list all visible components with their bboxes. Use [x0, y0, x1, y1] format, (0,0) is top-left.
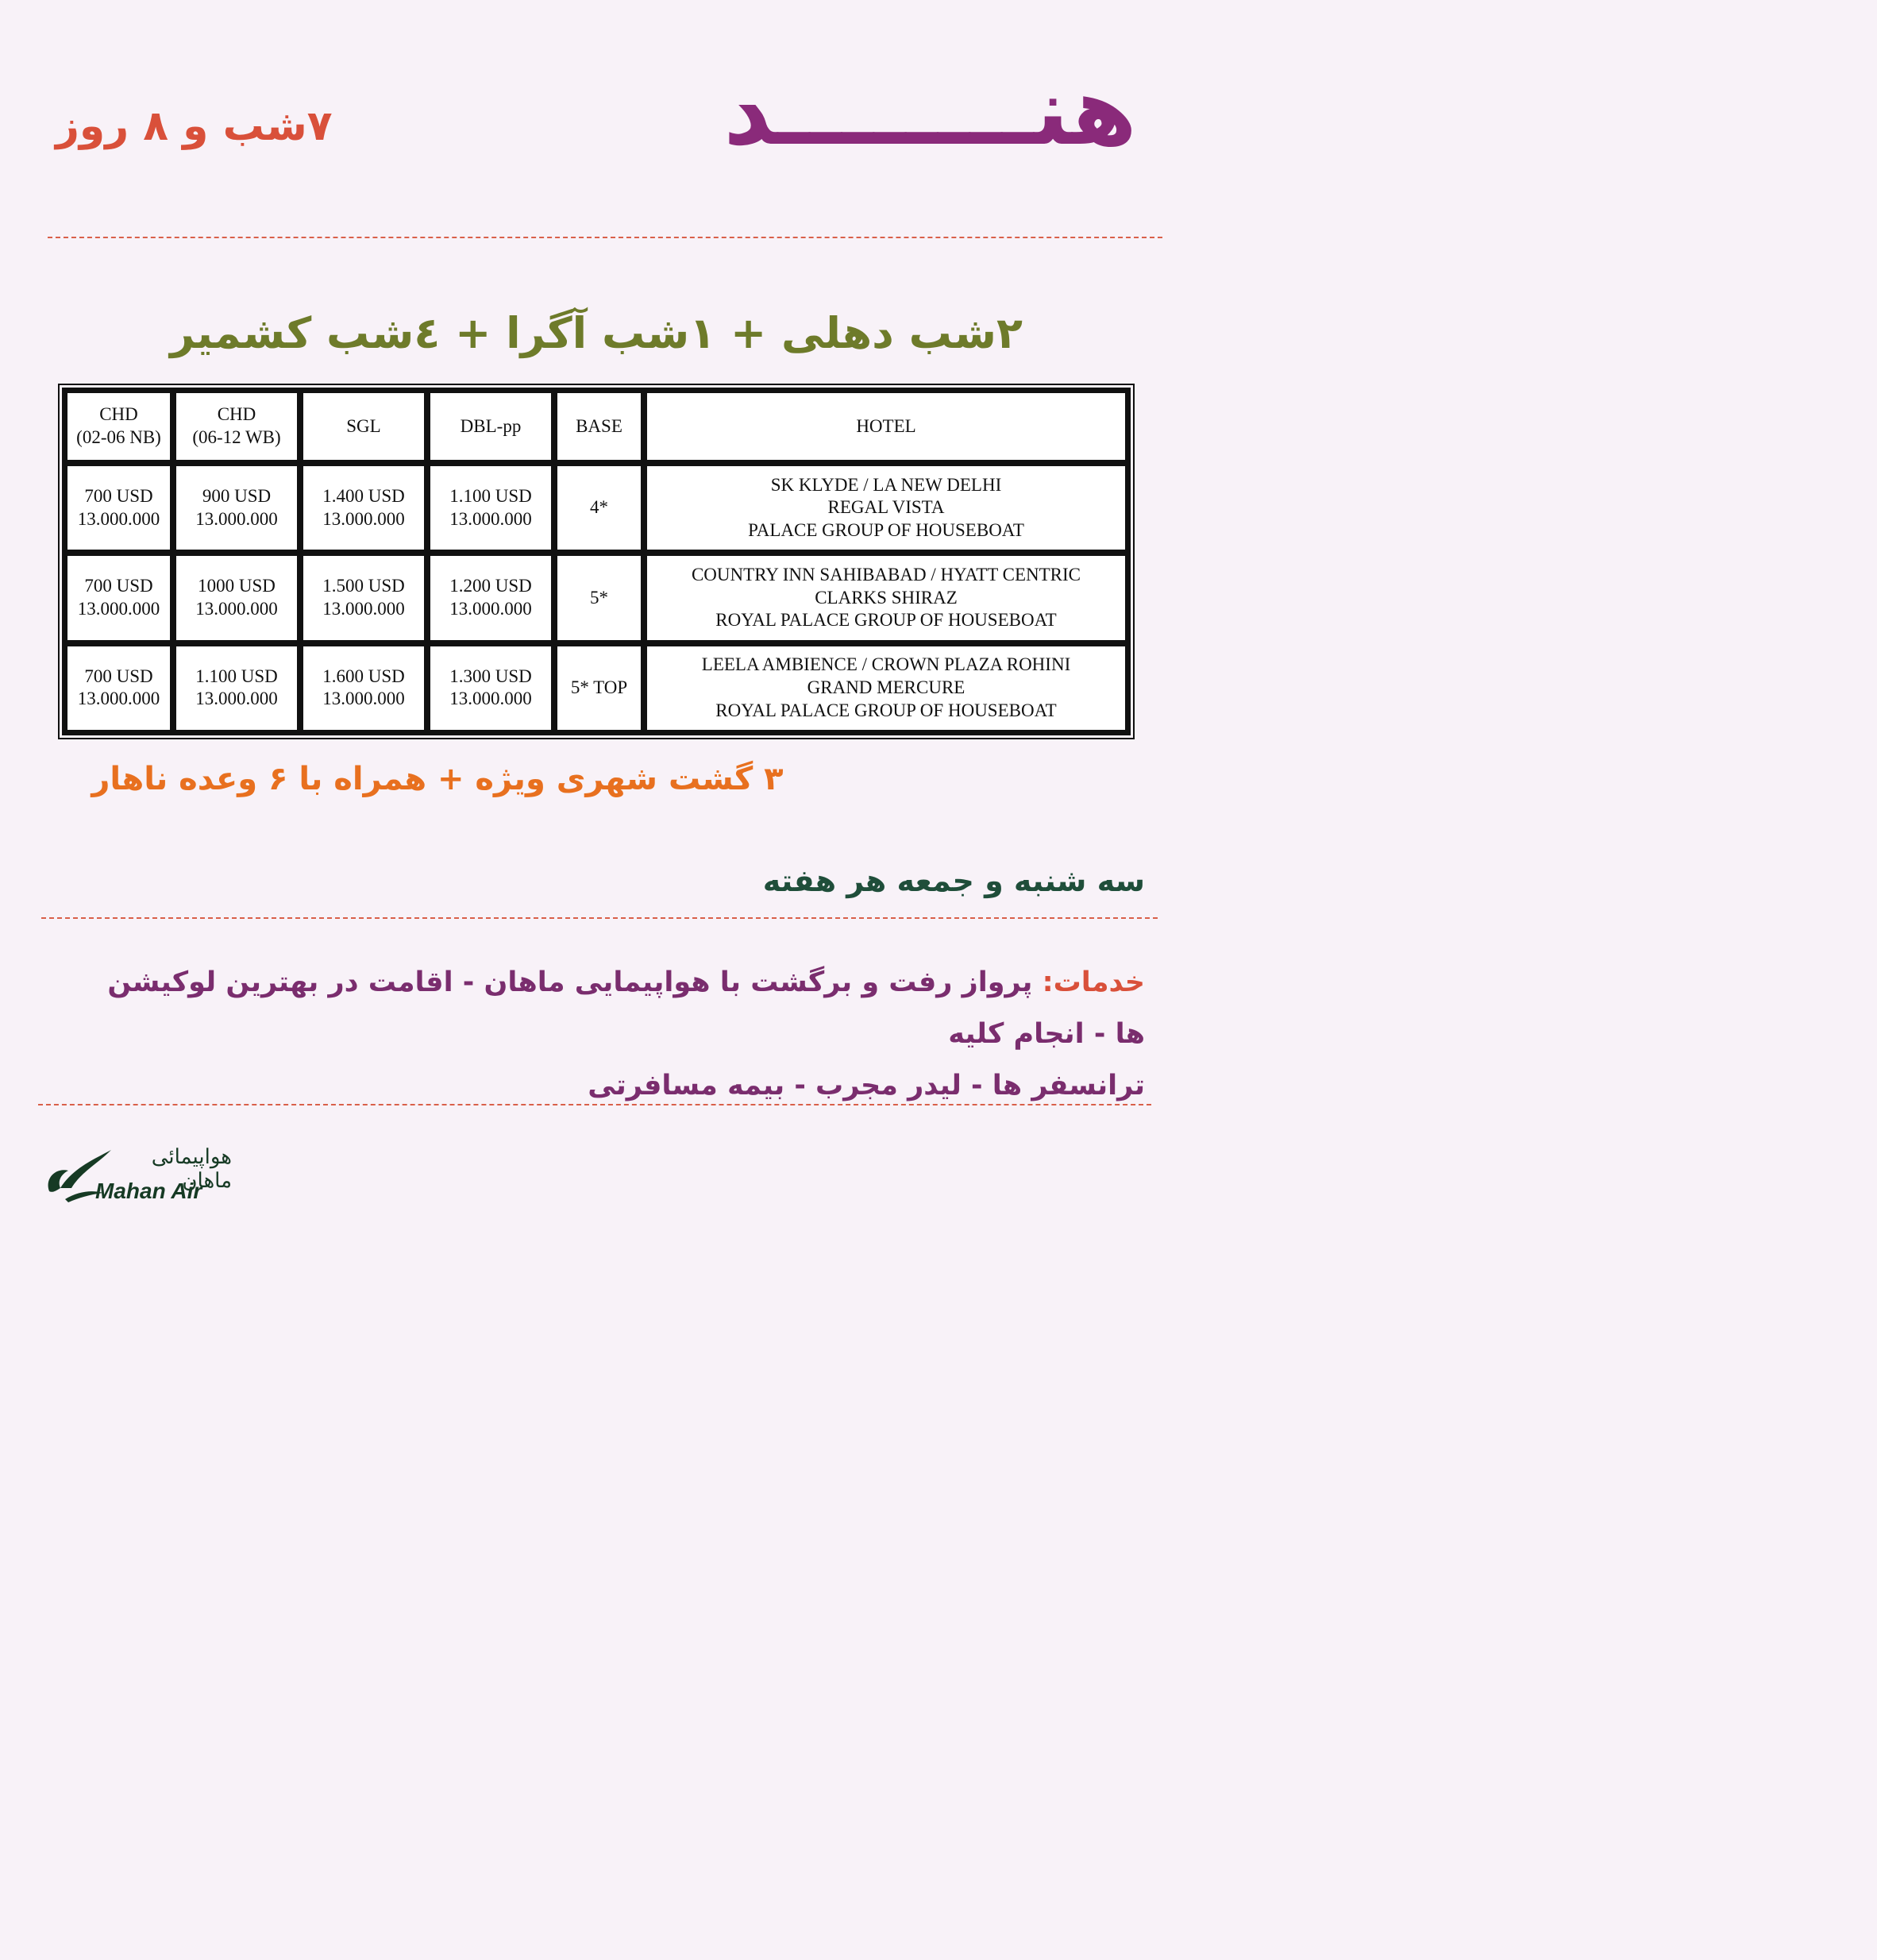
- cell-dbl: 1.300 USD 13.000.000: [427, 643, 554, 733]
- logo-text-en: Mahan Air: [95, 1179, 202, 1203]
- cell-chd-wb: 1000 USD 13.000.000: [173, 553, 300, 642]
- price-table: [62, 388, 1131, 735]
- departure-days: سه شنبه و جمعه هر هفته: [762, 863, 1145, 898]
- header-hotel: HOTEL: [644, 390, 1128, 463]
- header-base: BASE: [554, 390, 644, 463]
- services-text: [97, 957, 1145, 1111]
- cell-chd-wb: 1.100 USD 13.000.000: [173, 643, 300, 733]
- cell-dbl: 1.100 USD 13.000.000: [427, 463, 554, 553]
- cell-base: 5* TOP: [554, 643, 644, 733]
- cell-sgl: 1.500 USD 13.000.000: [300, 553, 427, 642]
- cell-hotel: COUNTRY INN SAHIBABAD / HYATT CENTRIC CLARKS SHIRAZ ROYAL PALACE GROUP OF HOUSEBOAT: [644, 553, 1128, 642]
- cell-sgl: 1.400 USD 13.000.000: [300, 463, 427, 553]
- cell-chd-nb: 700 USD 13.000.000: [64, 463, 173, 553]
- divider: [38, 1104, 1151, 1105]
- table-row: [64, 463, 1128, 553]
- services-label: خدمات:: [1042, 966, 1145, 998]
- cell-base: 5*: [554, 553, 644, 642]
- cell-hotel: LEELA AMBIENCE / CROWN PLAZA ROHINI GRAND MERCURE ROYAL PALACE GROUP OF HOUSEBOAT: [644, 643, 1128, 733]
- cell-sgl: 1.600 USD 13.000.000: [300, 643, 427, 733]
- header-sgl: SGL: [300, 390, 427, 463]
- cell-base: 4*: [554, 463, 644, 553]
- table-row: [64, 553, 1128, 642]
- header-chd-nb: CHD (02-06 NB): [64, 390, 173, 463]
- header-chd-wb: CHD (06-12 WB): [173, 390, 300, 463]
- trip-duration: ۷شب و ۸ روز: [56, 102, 333, 150]
- mahan-air-logo: [41, 1144, 232, 1207]
- cell-hotel: SK KLYDE / LA NEW DELHI REGAL VISTA PALACE GROUP OF HOUSEBOAT: [644, 463, 1128, 553]
- logo-text-fa: هواپیمائی ماهان: [151, 1145, 232, 1193]
- table-row: [64, 643, 1128, 733]
- divider: [48, 237, 1162, 238]
- route-heading: ۲شب دهلی + ۱شب آگرا + ٤شب کشمیر: [170, 308, 1023, 358]
- cell-chd-nb: 700 USD 13.000.000: [64, 553, 173, 642]
- cell-chd-wb: 900 USD 13.000.000: [173, 463, 300, 553]
- tours-note: ۳ گشت شهری ویژه + همراه با ۶ وعده ناهار: [91, 761, 784, 797]
- services-line2: ترانسفر ها - لیدر مجرب - بیمه مسافرتی: [588, 1069, 1145, 1102]
- header-dbl: DBL-pp: [427, 390, 554, 463]
- divider: [41, 917, 1158, 919]
- table-header-row: [64, 390, 1128, 463]
- cell-dbl: 1.200 USD 13.000.000: [427, 553, 554, 642]
- page-title: هنــــــــد: [723, 56, 1137, 166]
- cell-chd-nb: 700 USD 13.000.000: [64, 643, 173, 733]
- services-line1: پرواز رفت و برگشت با هواپیمایی ماهان - اقامت در بهترین لوکیشن ها - انجام کلیه: [107, 966, 1145, 1050]
